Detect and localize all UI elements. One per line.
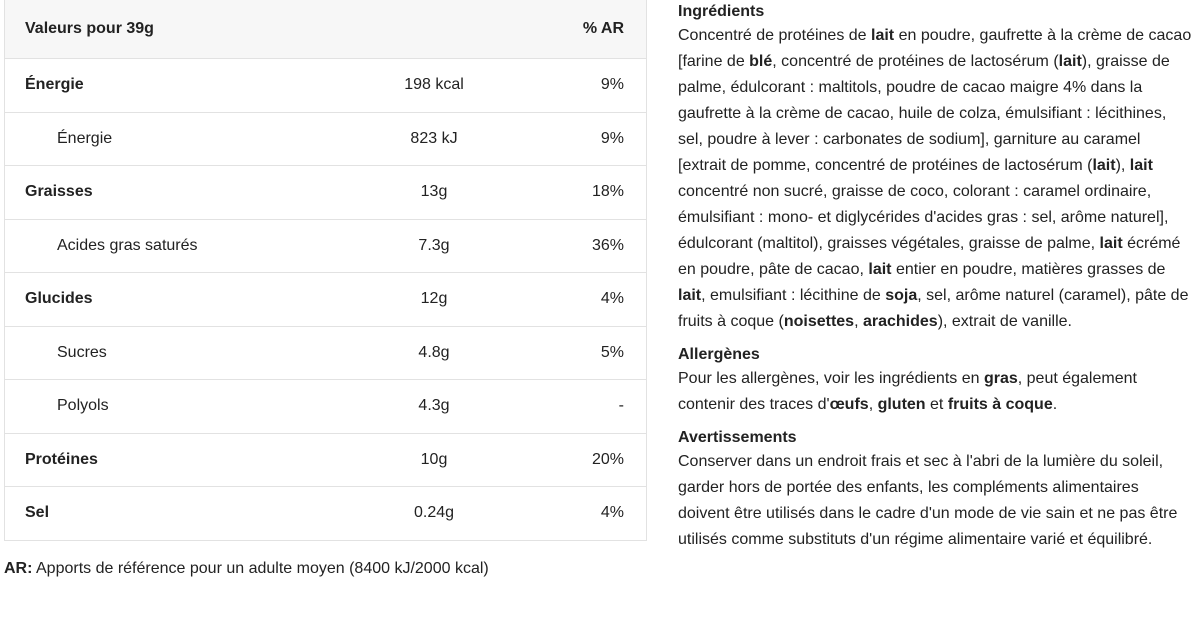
text-segment: , concentré de protéines de lactosérum ( bbox=[772, 53, 1059, 70]
nutrition-table bbox=[4, 0, 647, 541]
text-segment: , peut également contenir des traces d' bbox=[678, 370, 1137, 413]
nutrient-value: 0.24g bbox=[413, 504, 455, 522]
nutrient-name: Énergie bbox=[57, 129, 113, 147]
ingredients-text bbox=[678, 23, 1192, 335]
nutrition-row bbox=[5, 58, 646, 112]
footnote-text: Apports de référence pour un adulte moyen (8400 kJ/2000 kcal) bbox=[32, 560, 489, 577]
warnings-section bbox=[678, 428, 1192, 553]
text-segment: , sel, arôme naturel (caramel), pâte de fruits à coque ( bbox=[678, 287, 1189, 330]
header-ar: % AR bbox=[582, 20, 624, 37]
nutrient-value: 13g bbox=[420, 183, 448, 201]
nutrition-row bbox=[5, 379, 646, 433]
text-segment: concentré non sucré, graisse de coco, colorant : caramel ordinaire, émulsifiant : mono- et diglycérides d'acides gras : sel, arôme naturel], édulcorant (maltitol), graisses végétales, graisse de palme, bbox=[678, 183, 1169, 252]
text-segment: Conserver dans un endroit frais et sec à l'abri de la lumière du soleil, garder hors de portée des enfants, les compléments alimentaires doivent être utilisés dans le cadre d'un mode de vie sain et ne pas être utilisés comme substituts d'un régime alimentaire varié et équilibré. bbox=[678, 453, 1178, 548]
ingredients-section bbox=[678, 2, 1192, 335]
nutrition-row bbox=[5, 433, 646, 487]
nutrition-row bbox=[5, 219, 646, 273]
nutrient-name: Glucides bbox=[25, 290, 93, 308]
nutrient-name: Protéines bbox=[25, 450, 98, 468]
text-segment: Concentré de protéines de bbox=[678, 27, 872, 44]
text-segment: entier en poudre, matières grasses de bbox=[891, 261, 1166, 278]
nutrient-value: 10g bbox=[420, 450, 448, 468]
nutrient-value: 823 kJ bbox=[410, 129, 458, 147]
bold-text-segment: lait bbox=[1099, 235, 1123, 252]
bold-text-segment: œufs bbox=[829, 396, 869, 413]
nutrient-value: 4.8g bbox=[418, 343, 450, 361]
header-label: Valeurs pour 39g bbox=[25, 20, 154, 37]
text-segment: Pour les allergènes, voir les ingrédients en bbox=[678, 370, 984, 387]
text-segment: , emulsifiant : lécithine de bbox=[701, 287, 886, 304]
nutrient-ar: 18% bbox=[591, 183, 624, 201]
bold-text-segment: gras bbox=[983, 370, 1018, 387]
nutrient-ar: 4% bbox=[600, 504, 624, 522]
nutrient-value: 4.3g bbox=[418, 397, 450, 415]
bold-text-segment: noisettes bbox=[783, 313, 855, 330]
nutrition-row bbox=[5, 112, 646, 166]
nutrient-name: Polyols bbox=[57, 397, 109, 415]
text-segment: écrémé en poudre, pâte de cacao, bbox=[678, 235, 1181, 278]
text-segment: , bbox=[868, 396, 878, 413]
text-segment: ), bbox=[1115, 157, 1130, 174]
warnings-text bbox=[678, 449, 1192, 553]
nutrient-name: Sel bbox=[25, 504, 50, 522]
text-segment: en poudre, gaufrette à la crème de cacao [farine de bbox=[678, 27, 1192, 70]
nutrient-name: Graisses bbox=[25, 183, 93, 201]
text-segment: ), extrait de vanille. bbox=[937, 313, 1072, 330]
nutrition-row bbox=[5, 326, 646, 380]
nutrition-row bbox=[5, 165, 646, 219]
bold-text-segment: fruits à coque bbox=[947, 396, 1053, 413]
nutrient-name: Sucres bbox=[57, 343, 107, 361]
nutrient-value: 12g bbox=[420, 290, 448, 308]
nutrient-name: Acides gras saturés bbox=[57, 236, 198, 254]
nutrient-value: 7.3g bbox=[418, 236, 450, 254]
bold-text-segment: blé bbox=[749, 53, 773, 70]
nutrient-ar: - bbox=[618, 397, 624, 415]
nutrient-ar: 9% bbox=[600, 76, 624, 94]
bold-text-segment: lait bbox=[1129, 157, 1153, 174]
bold-text-segment: soja bbox=[885, 287, 918, 304]
allergens-section bbox=[678, 345, 1192, 418]
footnote-label: AR: bbox=[4, 560, 33, 577]
nutrition-row bbox=[5, 272, 646, 326]
bold-text-segment: lait bbox=[1092, 157, 1116, 174]
nutrient-ar: 20% bbox=[591, 450, 624, 468]
bold-text-segment: lait bbox=[871, 27, 895, 44]
nutrient-ar: 5% bbox=[600, 343, 624, 361]
allergens-title: Allergènes bbox=[678, 346, 760, 363]
text-segment: ), graisse de palme, édulcorant : maltitols, poudre de cacao maigre 4% dans la gaufrette à la crème de cacao, huile de colza, émulsifiant : lécithines, sel, poudre à lever : carbonates de sodium], garniture au caramel [extrait de pomme, concentré de protéines de lactosérum ( bbox=[678, 53, 1170, 174]
bold-text-segment: lait bbox=[1058, 53, 1082, 70]
nutrient-ar: 4% bbox=[600, 290, 624, 308]
text-segment: . bbox=[1052, 396, 1058, 413]
nutrition-row bbox=[5, 486, 646, 540]
bold-text-segment: arachides bbox=[862, 313, 938, 330]
bold-text-segment: gluten bbox=[877, 396, 926, 413]
ingredients-title: Ingrédients bbox=[678, 3, 765, 20]
allergens-text bbox=[678, 366, 1192, 418]
nutrient-ar: 9% bbox=[600, 129, 624, 147]
nutrition-table-header bbox=[5, 0, 646, 58]
warnings-title: Avertissements bbox=[678, 429, 797, 446]
bold-text-segment: lait bbox=[868, 261, 892, 278]
nutrient-value: 198 kcal bbox=[404, 76, 464, 94]
nutrient-ar: 36% bbox=[591, 236, 624, 254]
product-info bbox=[678, 2, 1192, 553]
text-segment: et bbox=[925, 396, 948, 413]
ar-footnote bbox=[4, 560, 489, 578]
text-segment: , bbox=[854, 313, 863, 330]
bold-text-segment: lait bbox=[678, 287, 702, 304]
nutrition-rows bbox=[5, 58, 646, 540]
nutrient-name: Énergie bbox=[25, 76, 84, 94]
